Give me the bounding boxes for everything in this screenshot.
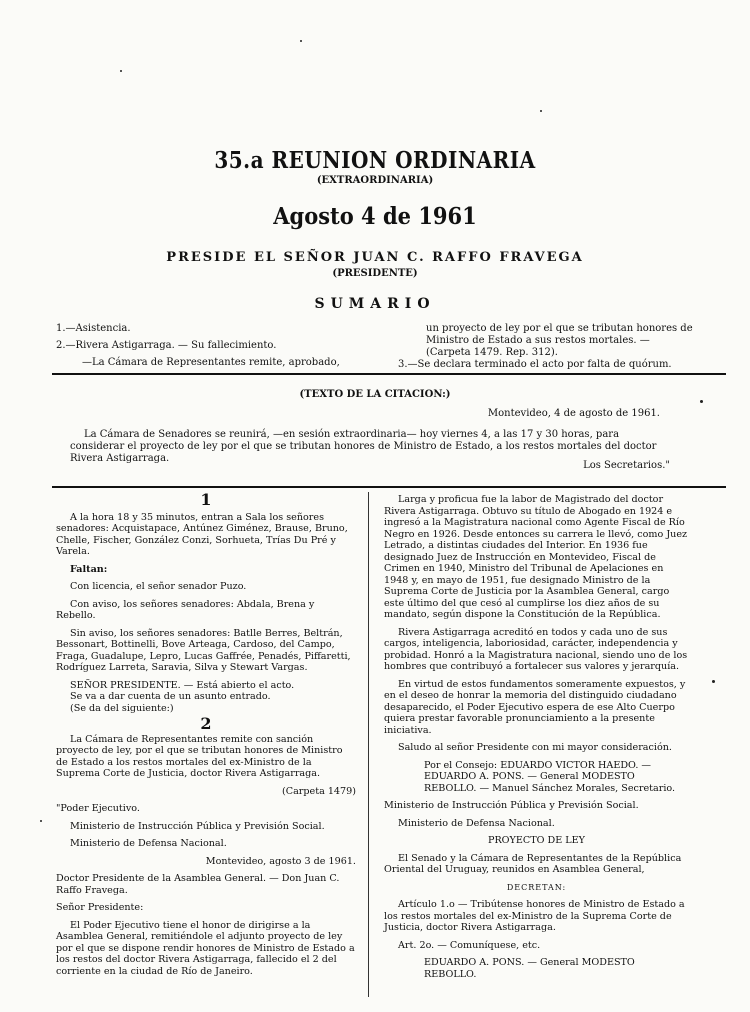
session-date: Agosto 4 de 1961: [273, 201, 477, 230]
paragraph: La Cámara de Representantes remite con sanción proyecto de ley, por el que se tributan honores de Ministro de Estado a los restos mortales del ex-Ministro de la Suprema Corte de Justicia, doctor Rivera Astigarraga.: [56, 733, 343, 779]
asunto-line: Se va a dar cuenta de un asunto entrado.: [70, 691, 271, 702]
decretan: DECRETAN:: [506, 882, 567, 892]
sumario-item: 2.—Rivera Astigarraga. — Su fallecimiento.: [56, 340, 277, 351]
se-da-line: (Se da del siguiente:): [70, 702, 174, 714]
column-divider: [368, 492, 369, 997]
sumario-item: 3.—Se declara terminado el acto por falta de quórum.: [398, 359, 672, 370]
citacion-heading: (TEXTO DE LA CITACION:): [299, 389, 451, 400]
section-number: 2: [200, 714, 212, 733]
scan-speck: [120, 70, 122, 72]
sumario-item: (Carpeta 1479. Rep. 312).: [426, 347, 558, 358]
paragraph: A la hora 18 y 35 minutos, entran a Sala los señores senadores: Acquistapace, Antúnez Giménez, Brause, Bruno, Chelle, Fischer, González Conzi, Sorhueta, Trías Du Pré y Varela.: [56, 511, 348, 557]
ministerio: Ministerio de Instrucción Pública y Previsión Social.: [70, 820, 325, 832]
preside-line: PRESIDE EL SEÑOR JUAN C. RAFFO FRAVEGA: [166, 250, 584, 265]
paragraph: Larga y proficua fue la labor de Magistrado del doctor Rivera Astigarraga. Obtuvo su título de Abogado en 1924 e ingresó a la Magistratura nacional como Agente Fiscal de Río Negro en 1926. Desde entonces su carrera le llevó, como Juez Letrado, a distintas ciudades del Interior. En 1936 fue designado Juez de Instrucción en Montevideo, Fiscal de Crimen en 1940, Ministro del Tribunal de Apelaciones en 1948 y, en mayo de 1951, fue designado Ministro de la Suprema Corte de Justicia por la Asamblea General, cargo este último del que cesó al cumplirse los diez años de su mandato, según dispone la Constitución de la República.: [384, 494, 688, 620]
page-subtitle: (EXTRAORDINARIA): [316, 175, 434, 186]
paragraph: Con licencia, el señor senador Puzo.: [70, 581, 247, 592]
scan-speck: [540, 110, 542, 112]
sumario-heading: SUMARIO: [314, 296, 436, 312]
carpeta: (Carpeta 1479): [282, 785, 356, 797]
sumario-item: 1.—Asistencia.: [56, 323, 131, 334]
destinatario: Doctor Presidente de la Asamblea General. — Don Juan C. Raffo Fravega.: [56, 873, 340, 896]
fecha: Montevideo, agosto 3 de 1961.: [205, 855, 356, 867]
page-title: 35.a REUNION ORDINARIA: [214, 146, 536, 174]
scan-speck: [40, 820, 42, 822]
paragraph: Sin aviso, los señores senadores: Batlle Berres, Beltrán, Bessonart, Bottinelli, Bove Arteaga, Cardoso, del Campo, Fraga, Guadalupe, Lepro, Lucas Gaffrée, Penadés, Piffaretti, Rodríguez Larreta, Saravia, Silva y Stewart Vargas.: [56, 627, 351, 673]
sumario-right: [398, 323, 726, 371]
faltan-label: Faltan:: [70, 563, 108, 575]
citacion-body: La Cámara de Senadores se reunirá, —en sesión extraordinaria— hoy viernes 4, a las 17 y 30 horas, para considerar el proyecto de ley por el que se tributan honores de Ministro de Estado, a los restos mortales del doctor Rivera Astigarraga.: [70, 429, 657, 464]
paragraph: El Senado y la Cámara de Representantes de la República Oriental del Uruguay, reunidos en Asamblea General,: [384, 852, 682, 875]
ministerio: Ministerio de Defensa Nacional.: [398, 817, 555, 829]
right-column: [384, 494, 689, 986]
preside-role: (PRESIDENTE): [332, 268, 418, 279]
paragraph: El Poder Ejecutivo tiene el honor de dirigirse a la Asamblea General, remitiéndole el adjunto proyecto de ley por el que se dispone rendir honores de Ministro de Estado a los restos del doctor Rivera Astigarraga, fallecido el 2 del corriente en la ciudad de Río de Janeiro.: [56, 919, 355, 977]
citacion-date: Montevideo, 4 de agosto de 1961.: [487, 408, 660, 419]
articulo: Art. 2o. — Comuníquese, etc.: [398, 939, 541, 951]
firma-final: EDUARDO A. PONS. — General MODESTO REBOLLO.: [424, 957, 635, 980]
saludo-inicial: Señor Presidente:: [56, 902, 144, 913]
divider: [52, 486, 726, 488]
scan-speck: [300, 40, 302, 42]
paragraph: Con aviso, los señores senadores: Abdala, Brena y Rebello.: [56, 598, 315, 621]
section-number: 1: [200, 490, 212, 509]
scan-speck: [712, 680, 715, 683]
divider: [52, 373, 726, 375]
sumario-item: un proyecto de ley por el que se tributan honores de Ministro de Estado a sus restos mortales. —: [426, 323, 693, 346]
paragraph: En virtud de estos fundamentos someramente expuestos, y en el deseo de honrar la memoria del distinguido ciudadano desaparecido, el Poder Ejecutivo espera de ese Alto Cuerpo quiera prestar favorable pronunciamiento a la presente iniciativa.: [384, 678, 686, 736]
saludo: Saludo al señor Presidente con mi mayor consideración.: [398, 742, 672, 753]
ministerio: Ministerio de Defensa Nacional.: [70, 838, 227, 849]
scan-speck: [700, 400, 703, 403]
left-column: [56, 490, 356, 983]
sumario-item: —La Cámara de Representantes remite, aprobado,: [82, 357, 340, 368]
sumario-left: [56, 323, 366, 369]
articulo: Artículo 1.o — Tribútense honores de Ministro de Estado a los restos mortales del ex-Ministro de la Suprema Corte de Justicia, doctor Rivera Astigarraga.: [384, 899, 685, 933]
firma-consejo: Por el Consejo: EDUARDO VICTOR HAEDO. — EDUARDO A. PONS. — General MODESTO REBOLLO. — Manuel Sánchez Morales, Secretario.: [424, 759, 676, 794]
citacion-signature: Los Secretarios.": [583, 460, 670, 471]
presidente-line: SEÑOR PRESIDENTE. — Está abierto el acto.: [70, 679, 295, 691]
poder-ejecutivo: "Poder Ejecutivo.: [56, 803, 140, 814]
proyecto-heading: PROYECTO DE LEY: [488, 835, 585, 846]
ministerio: Ministerio de Instrucción Pública y Previsión Social.: [384, 800, 639, 811]
paragraph: Rivera Astigarraga acreditó en todos y cada uno de sus cargos, inteligencia, laboriosidad, carácter, independencia y probidad. Honró a la Magistratura nacional, siendo uno de los hombres que contribuyó a fortalecer sus valores y jerarquía.: [384, 626, 688, 672]
